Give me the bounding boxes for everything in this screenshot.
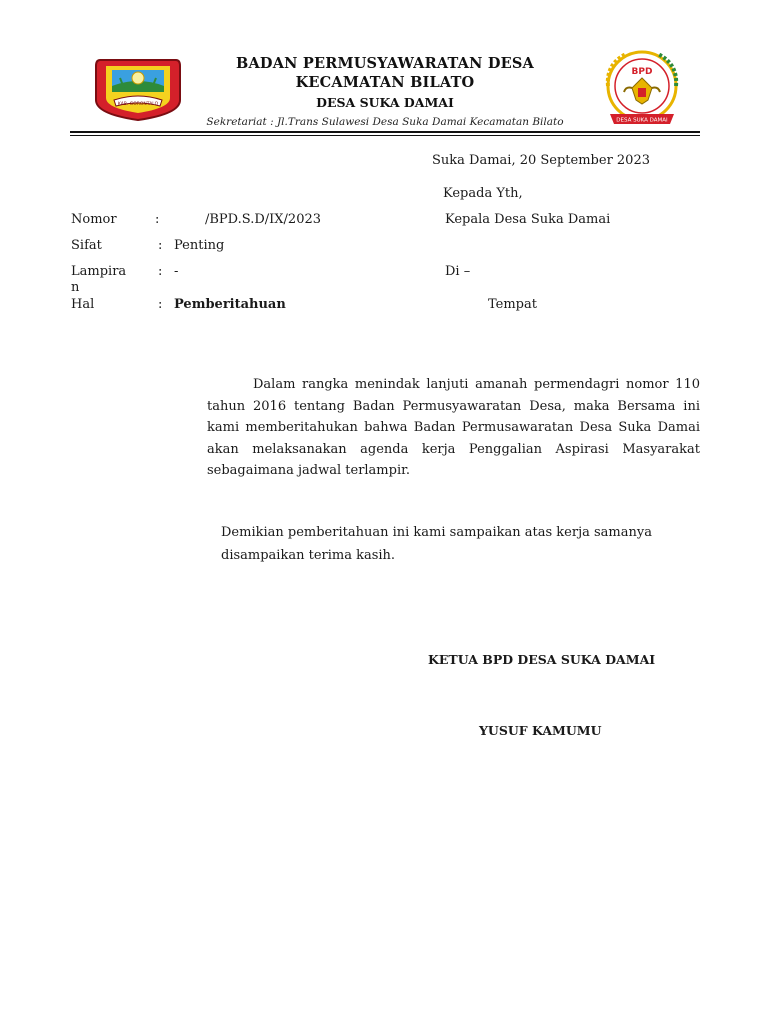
letterhead-rule-thick [70,131,700,133]
recipient-name: Kepala Desa Suka Damai [445,212,611,227]
org-name-line3: DESA SUKA DAMAI [316,95,454,110]
org-name-line1: BADAN PERMUSYAWARATAN DESA [236,55,534,72]
org-name-line2: KECAMATAN BILATO [295,74,475,91]
regency-emblem-logo [94,56,182,122]
letter-closing-paragraph: Demikian pemberitahuan ini kami sampaikan atas kerja samanya disampaikan terima kasih. [221,525,652,563]
field-value-nomor: /BPD.S.D/IX/2023 [205,212,322,227]
recipient-place: Tempat [488,297,537,312]
field-sep-hal: : [158,297,163,312]
field-value-hal: Pemberitahuan [174,297,286,312]
field-value-lampiran: - [174,264,179,279]
letterhead-rule-thin [70,135,700,136]
field-label-nomor: Nomor [71,212,117,227]
bpd-logo-text: BPD [631,67,653,77]
recipient-di: Di – [445,264,471,279]
field-sep-sifat: : [158,238,163,253]
field-value-sifat: Penting [174,238,225,253]
secretariat-address: Sekretariat : Jl.Trans Sulawesi Desa Suka Damai Kecamatan Bilato [206,116,564,128]
field-label-sifat: Sifat [71,238,102,253]
field-label-hal: Hal [71,297,95,312]
field-label-lampiran-wrap: n [71,280,80,295]
signature-title: KETUA BPD DESA SUKA DAMAI [428,652,656,667]
letter-body-paragraph: Dalam rangka menindak lanjuti amanah permendagri nomor 110 tahun 2016 tentang Badan Permusyawaratan Desa, maka Bersama ini kami memberitahukan bahwa Badan Permusawaratan Desa Suka Damai akan melaksanakan agenda kerja Penggalian Aspirasi Masyarakat sebagaimana jadwal terlampir. [207,377,700,478]
field-sep-lampiran: : [158,264,163,279]
recipient-salutation: Kepada Yth, [443,186,523,201]
letter-date: Suka Damai, 20 September 2023 [432,153,650,168]
signature-name: YUSUF KAMUMU [479,723,602,738]
left-logo-banner-text: KAB. GORONTALO [117,102,159,107]
field-sep-nomor: : [155,212,160,227]
bpd-emblem-logo [596,48,688,130]
field-label-lampiran: Lampira [71,264,127,279]
right-logo-banner-text: DESA SUKA DAMAI [616,117,668,124]
